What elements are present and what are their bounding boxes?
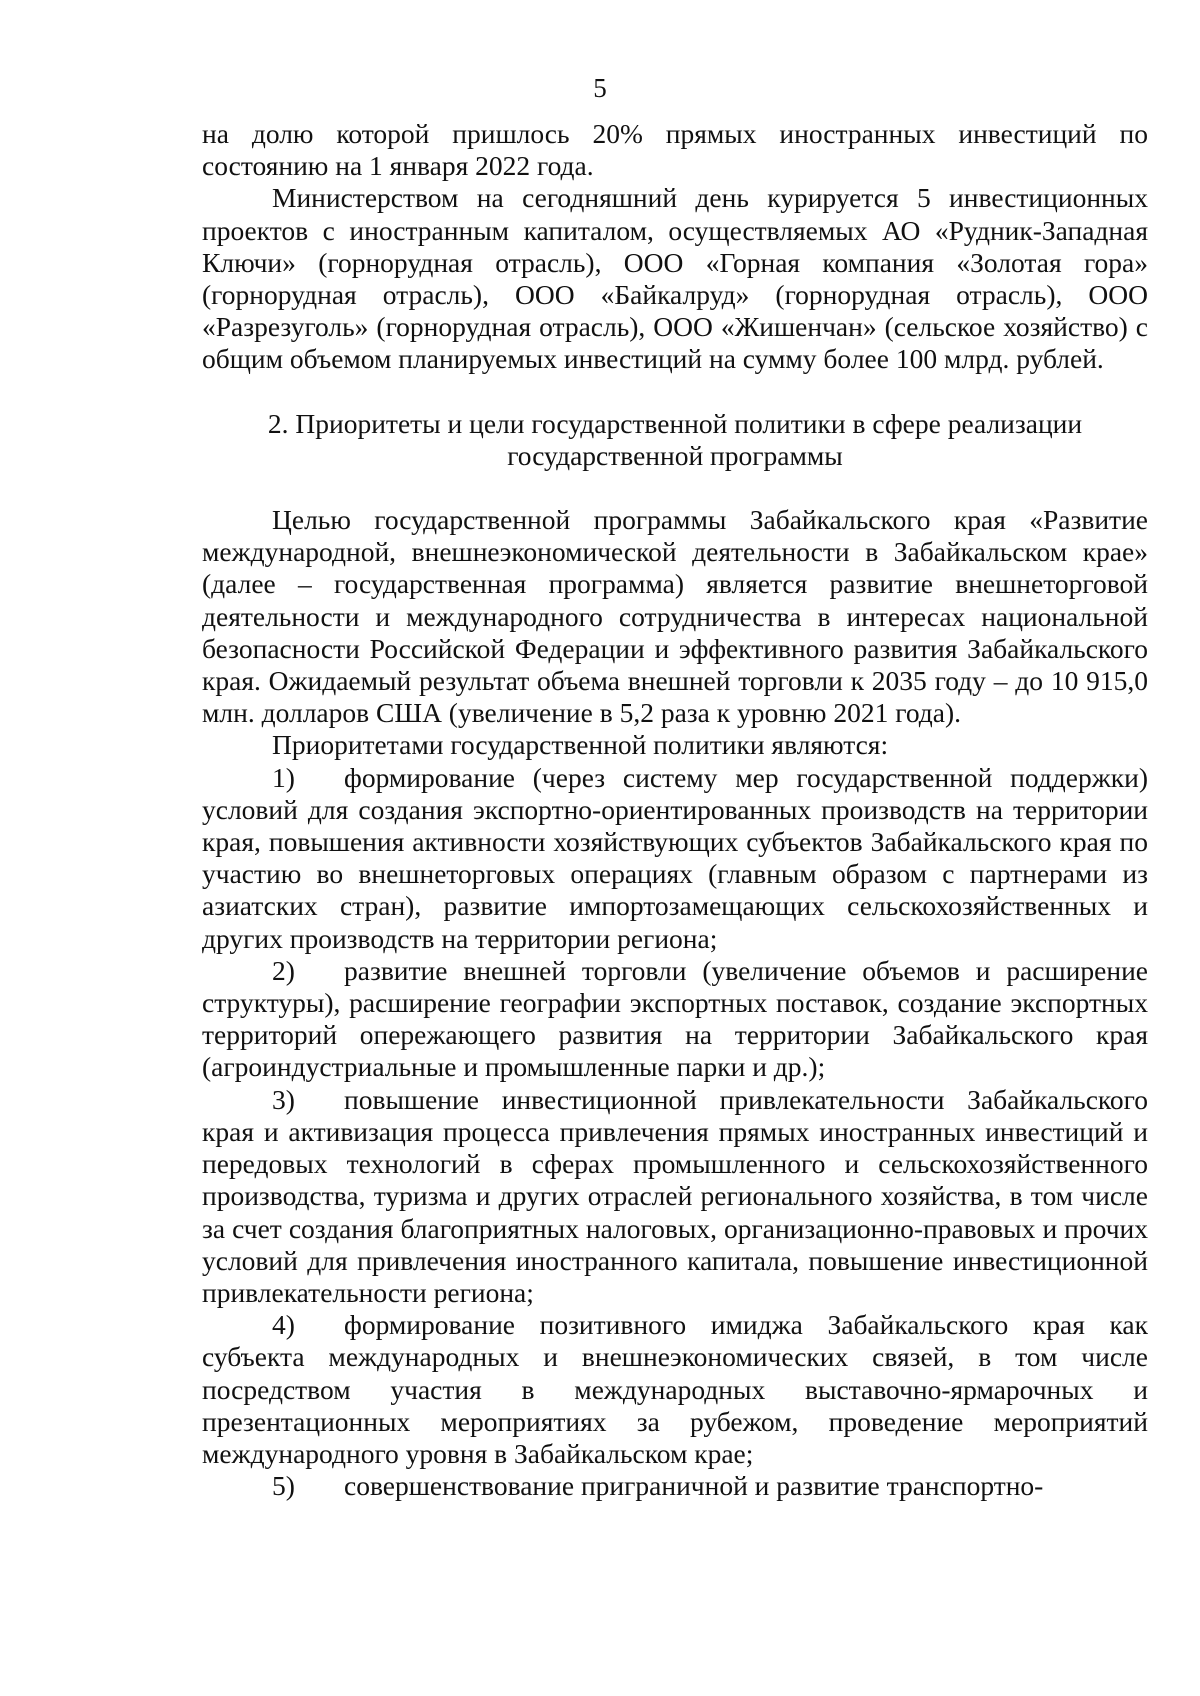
document-body bbox=[202, 118, 1148, 1502]
priority-text: повышение инвестиционной привлекательности Забайкальского края и активизация процесса привлечения прямых иностранных инвестиций и передовых технологий в сферах промышленного и сельскохозяйственного производства, туризма и других отраслей регионального хозяйства, в том числе за счет создания благоприятных налоговых, организационно-правовых и прочих условий для привлечения иностранного капитала, повышение инвестиционной привлекательности региона; bbox=[202, 1083, 1148, 1308]
priority-text: формирование (через систему мер государственной поддержки) условий для создания экспортно-ориентированных производств на территории края, повышения активности хозяйствующих субъектов Забайкальского края по участию во внешнеторговых операциях (главным образом с партнерами из азиатских стран), развитие импортозамещающих сельскохозяйственных и других производств на территории региона; bbox=[202, 761, 1148, 954]
priority-number: 2) bbox=[272, 954, 295, 986]
priority-item-2 bbox=[202, 955, 1148, 1084]
priority-text: формирование позитивного имиджа Забайкальского края как субъекта международных и внешнеэкономических связей, в том числе посредством участия в международных выставочно-ярмарочных и презентационных мероприятиях за рубежом, проведение мероприятий международного уровня в Забайкальском крае; bbox=[202, 1309, 1148, 1469]
priority-text: развитие внешней торговли (увеличение объемов и расширение структуры), расширение географии экспортных поставок, создание экспортных территорий опережающего развития на территории Забайкальского края (агроиндустриальные и промышленные парки и др.); bbox=[202, 954, 1148, 1083]
priority-item-5 bbox=[202, 1470, 1148, 1502]
priorities-intro: Приоритетами государственной политики являются: bbox=[272, 729, 889, 761]
ministry-paragraph: Министерством на сегодняшний день курируется 5 инвестиционных проектов с иностранным капиталом, осуществляемых АО «Рудник-Западная Ключи» (горнорудная отрасль), ООО «Горная компания «Золотая гора» (горнорудная отрасль), ООО «Байкалруд» (горнорудная отрасль), ООО «Разрезуголь» (горнорудная отрасль), ООО «Жишенчан» (сельское хозяйство) с общим объемом планируемых инвестиций на сумму более 100 млрд. рублей. bbox=[202, 182, 1148, 375]
priority-number: 3) bbox=[272, 1083, 295, 1115]
priority-item-4 bbox=[202, 1309, 1148, 1470]
priority-text: совершенствование приграничной и развитие транспортно- bbox=[344, 1470, 1044, 1502]
priority-number: 5) bbox=[272, 1470, 295, 1502]
priority-number: 1) bbox=[272, 761, 295, 793]
priority-item-1 bbox=[202, 762, 1148, 955]
priority-item-3 bbox=[202, 1084, 1148, 1309]
priority-number: 4) bbox=[272, 1309, 295, 1341]
page-number: 5 bbox=[593, 73, 607, 103]
continuation-paragraph: на долю которой пришлось 20% прямых иностранных инвестиций по состоянию на 1 января 2022 года. bbox=[202, 118, 1148, 182]
section-heading bbox=[202, 408, 1148, 472]
goal-paragraph: Целью государственной программы Забайкальского края «Развитие международной, внешнеэкономической деятельности в Забайкальском крае» (далее – государственная программа) является развитие внешнеторговой деятельности и международного сотрудничества в интересах национальной безопасности Российской Федерации и эффективного развития Забайкальского края. Ожидаемый результат объема внешней торговли к 2035 году – до 10 915,0 млн. долларов США (увеличение в 5,2 раза к уровню 2021 года). bbox=[202, 504, 1148, 729]
section-heading-line2: государственной программы bbox=[507, 439, 843, 471]
section-heading-line1: 2. Приоритеты и цели государственной политики в сфере реализации bbox=[267, 407, 1083, 439]
